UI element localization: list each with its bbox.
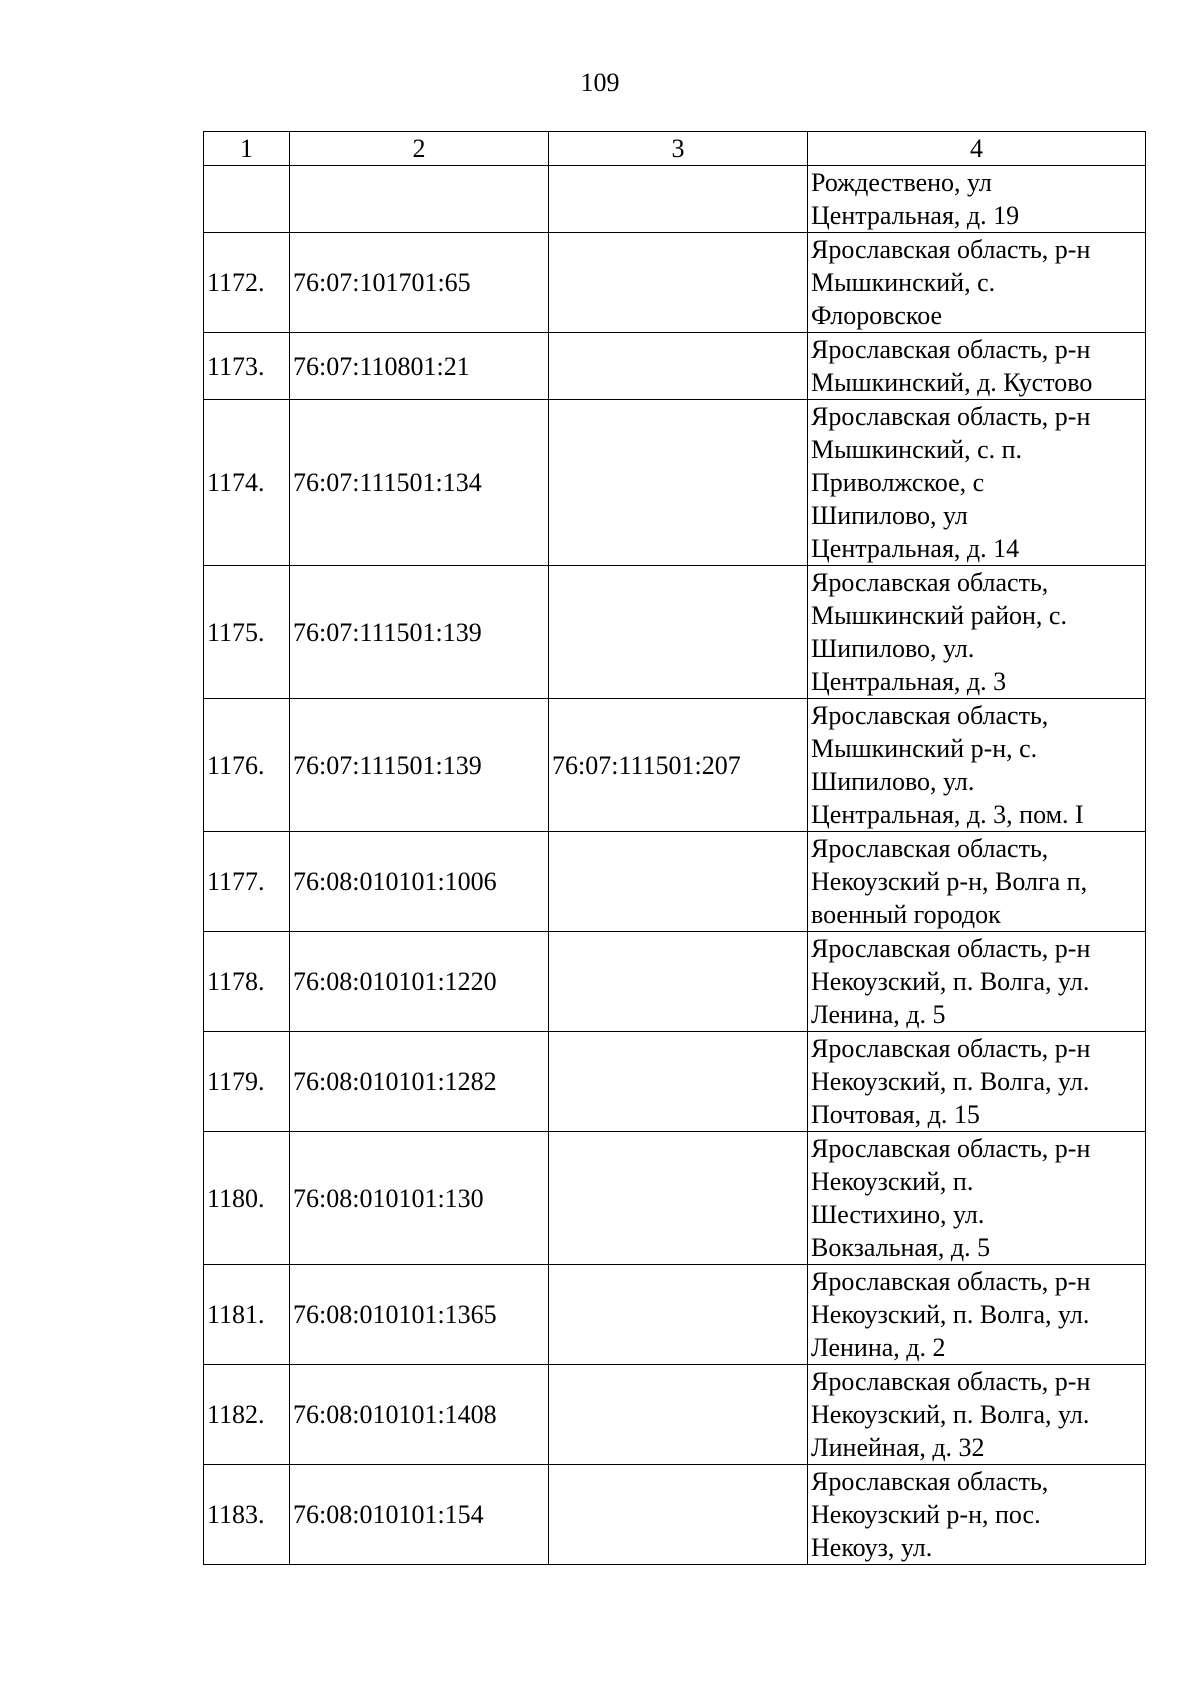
registry-table bbox=[203, 131, 1146, 1565]
table-row bbox=[204, 566, 1146, 699]
parent-cadastral-number bbox=[549, 400, 808, 566]
address-line: Центральная, д. 3, пом. I bbox=[811, 800, 1084, 829]
table-row bbox=[204, 233, 1146, 333]
table-row bbox=[204, 832, 1146, 932]
address-line: Ярославская область, р-н bbox=[811, 402, 1091, 431]
cadastral-number: 76:07:101701:65 bbox=[290, 233, 549, 333]
address-line: Центральная, д. 14 bbox=[811, 534, 1020, 563]
address-line: Вокзальная, д. 5 bbox=[811, 1233, 991, 1262]
parent-cadastral-number bbox=[549, 932, 808, 1032]
row-number: 1180. bbox=[204, 1132, 290, 1265]
table-row bbox=[204, 1265, 1146, 1365]
parent-cadastral-number bbox=[549, 566, 808, 699]
table-row bbox=[204, 699, 1146, 832]
address-line: Некоузский, п. Волга, ул. bbox=[811, 967, 1090, 996]
address-line: Мышкинский, с. п. bbox=[811, 435, 1023, 464]
row-number: 1181. bbox=[204, 1265, 290, 1365]
table-row bbox=[204, 166, 1146, 233]
address-line: Мышкинский, с. bbox=[811, 268, 996, 297]
address-line: Ярославская область, р-н bbox=[811, 1367, 1091, 1396]
row-number: 1176. bbox=[204, 699, 290, 832]
address-line: Ярославская область, р-н bbox=[811, 1267, 1091, 1296]
cadastral-number: 76:07:111501:139 bbox=[290, 699, 549, 832]
address-line: Ярославская область, р-н bbox=[811, 1034, 1091, 1063]
address-line: Некоузский, п. Волга, ул. bbox=[811, 1400, 1090, 1429]
address-line: Приволжское, с bbox=[811, 468, 985, 497]
address-line: военный городок bbox=[811, 900, 1001, 929]
address-line: Некоузский, п. Волга, ул. bbox=[811, 1067, 1090, 1096]
address-line: Мышкинский район, с. bbox=[811, 601, 1067, 630]
address-cell bbox=[808, 832, 1146, 932]
parent-cadastral-number bbox=[549, 233, 808, 333]
address-line: Ярославская область, р-н bbox=[811, 235, 1091, 264]
cadastral-number: 76:08:010101:1408 bbox=[290, 1365, 549, 1465]
address-line: Некоузский, п. bbox=[811, 1167, 974, 1196]
row-number: 1174. bbox=[204, 400, 290, 566]
cadastral-number: 76:07:111501:134 bbox=[290, 400, 549, 566]
cadastral-number: 76:08:010101:1006 bbox=[290, 832, 549, 932]
row-number: 1172. bbox=[204, 233, 290, 333]
row-number: 1182. bbox=[204, 1365, 290, 1465]
cadastral-number bbox=[290, 166, 549, 233]
cadastral-number: 76:08:010101:1282 bbox=[290, 1032, 549, 1132]
row-number: 1173. bbox=[204, 333, 290, 400]
row-number: 1179. bbox=[204, 1032, 290, 1132]
cadastral-number: 76:07:110801:21 bbox=[290, 333, 549, 400]
table-row bbox=[204, 1032, 1146, 1132]
address-cell bbox=[808, 699, 1146, 832]
address-line: Ярославская область, р-н bbox=[811, 1134, 1091, 1163]
address-line: Центральная, д. 19 bbox=[811, 201, 1020, 230]
address-cell bbox=[808, 1365, 1146, 1465]
parent-cadastral-number bbox=[549, 333, 808, 400]
table-row bbox=[204, 1132, 1146, 1265]
address-line: Ярославская область, bbox=[811, 701, 1049, 730]
address-cell bbox=[808, 1032, 1146, 1132]
address-cell bbox=[808, 166, 1146, 233]
table-row bbox=[204, 1365, 1146, 1465]
table-row bbox=[204, 400, 1146, 566]
parent-cadastral-number: 76:07:111501:207 bbox=[549, 699, 808, 832]
parent-cadastral-number bbox=[549, 166, 808, 233]
address-cell bbox=[808, 932, 1146, 1032]
address-line: Ярославская область, bbox=[811, 1467, 1049, 1496]
row-number: 1178. bbox=[204, 932, 290, 1032]
address-line: Почтовая, д. 15 bbox=[811, 1100, 980, 1129]
address-cell bbox=[808, 1465, 1146, 1565]
address-cell bbox=[808, 233, 1146, 333]
header-col-3: 3 bbox=[549, 132, 808, 166]
address-line: Ярославская область, bbox=[811, 834, 1049, 863]
address-cell bbox=[808, 1265, 1146, 1365]
address-cell bbox=[808, 1132, 1146, 1265]
header-col-1: 1 bbox=[204, 132, 290, 166]
table-row bbox=[204, 333, 1146, 400]
address-line: Некоузский, п. Волга, ул. bbox=[811, 1300, 1090, 1329]
row-number: 1183. bbox=[204, 1465, 290, 1565]
address-line: Шипилово, ул bbox=[811, 501, 968, 530]
page-number: 109 bbox=[580, 68, 620, 97]
header-row bbox=[204, 132, 1146, 166]
header-col-2: 2 bbox=[290, 132, 549, 166]
cadastral-number: 76:08:010101:1365 bbox=[290, 1265, 549, 1365]
address-line: Линейная, д. 32 bbox=[811, 1433, 985, 1462]
table-row bbox=[204, 1465, 1146, 1565]
address-line: Рождествено, ул bbox=[811, 168, 992, 197]
parent-cadastral-number bbox=[549, 832, 808, 932]
address-cell bbox=[808, 400, 1146, 566]
header-col-4: 4 bbox=[808, 132, 1146, 166]
parent-cadastral-number bbox=[549, 1032, 808, 1132]
cadastral-number: 76:08:010101:130 bbox=[290, 1132, 549, 1265]
address-line: Мышкинский р-н, с. bbox=[811, 734, 1038, 763]
address-cell bbox=[808, 333, 1146, 400]
cadastral-number: 76:08:010101:1220 bbox=[290, 932, 549, 1032]
address-line: Ленина, д. 5 bbox=[811, 1000, 946, 1029]
row-number bbox=[204, 166, 290, 233]
cadastral-number: 76:07:111501:139 bbox=[290, 566, 549, 699]
address-line: Шипилово, ул. bbox=[811, 767, 975, 796]
address-line: Шипилово, ул. bbox=[811, 634, 975, 663]
address-cell bbox=[808, 566, 1146, 699]
address-line: Флоровское bbox=[811, 301, 943, 330]
address-line: Мышкинский, д. Кустово bbox=[811, 368, 1093, 397]
address-line: Центральная, д. 3 bbox=[811, 667, 1007, 696]
parent-cadastral-number bbox=[549, 1265, 808, 1365]
address-line: Ленина, д. 2 bbox=[811, 1333, 946, 1362]
address-line: Ярославская область, bbox=[811, 568, 1049, 597]
address-line: Некоузский р-н, Волга п, bbox=[811, 867, 1088, 896]
address-line: Шестихино, ул. bbox=[811, 1200, 985, 1229]
table-row bbox=[204, 932, 1146, 1032]
address-line: Некоуз, ул. bbox=[811, 1533, 933, 1562]
row-number: 1177. bbox=[204, 832, 290, 932]
parent-cadastral-number bbox=[549, 1465, 808, 1565]
address-line: Ярославская область, р-н bbox=[811, 934, 1091, 963]
row-number: 1175. bbox=[204, 566, 290, 699]
cadastral-number: 76:08:010101:154 bbox=[290, 1465, 549, 1565]
parent-cadastral-number bbox=[549, 1365, 808, 1465]
address-line: Некоузский р-н, пос. bbox=[811, 1500, 1041, 1529]
table-body bbox=[204, 166, 1146, 1565]
parent-cadastral-number bbox=[549, 1132, 808, 1265]
address-line: Ярославская область, р-н bbox=[811, 335, 1091, 364]
